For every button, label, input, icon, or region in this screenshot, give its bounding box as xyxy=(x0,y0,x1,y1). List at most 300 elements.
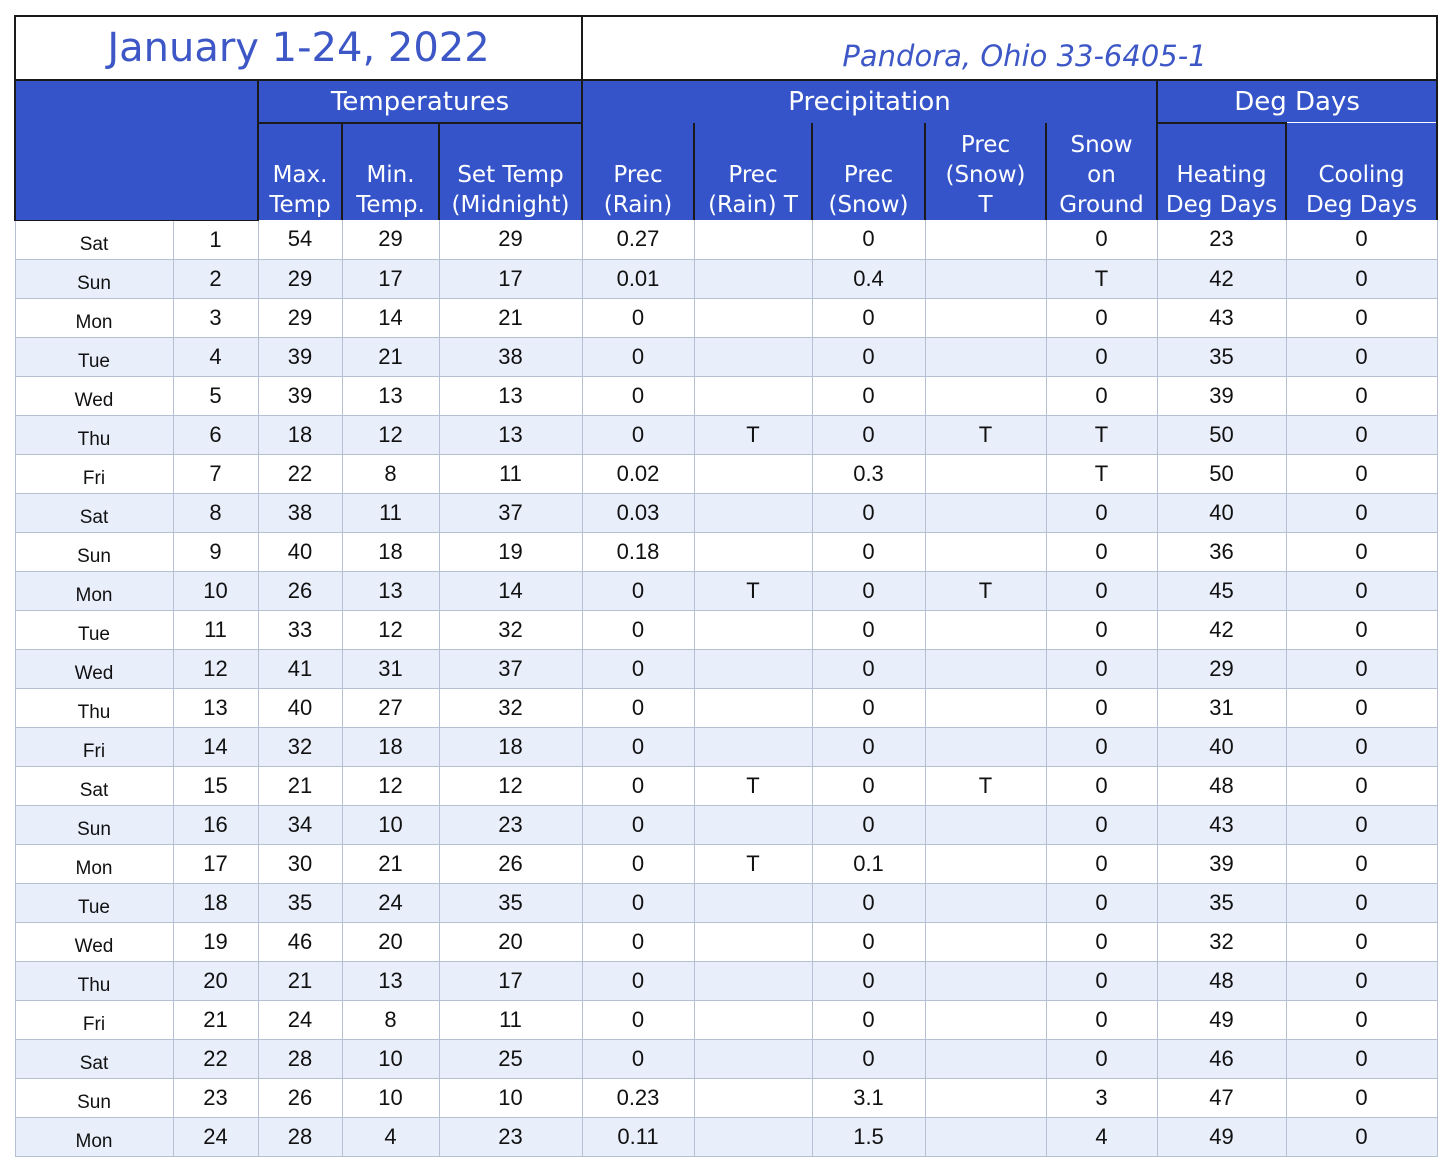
cell-snow-on-ground: 0 xyxy=(1046,376,1157,415)
table-row xyxy=(15,844,1437,883)
col-prec-rain-t xyxy=(694,123,812,220)
cell-max-temp: 38 xyxy=(258,493,342,532)
table-row xyxy=(15,766,1437,805)
table-body xyxy=(15,220,1437,1156)
cell-prec-rain: 0 xyxy=(582,376,694,415)
cell-prec-rain: 0.03 xyxy=(582,493,694,532)
cell-day-number: 10 xyxy=(173,571,258,610)
table-row xyxy=(15,1078,1437,1117)
cell-max-temp: 26 xyxy=(258,1078,342,1117)
cell-prec-rain-t xyxy=(694,610,812,649)
table-row xyxy=(15,415,1437,454)
col-prec-snow xyxy=(812,123,925,220)
cell-snow-on-ground: T xyxy=(1046,259,1157,298)
cell-min-temp: 17 xyxy=(342,259,439,298)
cell-prec-snow: 0 xyxy=(812,883,925,922)
cell-min-temp: 24 xyxy=(342,883,439,922)
cell-heating-deg-days: 47 xyxy=(1157,1078,1286,1117)
title-row xyxy=(15,16,1437,80)
table-row xyxy=(15,220,1437,259)
cell-prec-rain: 0.01 xyxy=(582,259,694,298)
cell-prec-snow-t xyxy=(925,298,1046,337)
column-header-line: Prec xyxy=(960,132,1011,158)
column-header-line: Max. xyxy=(272,162,328,188)
cell-day-of-week: Sun xyxy=(15,259,173,298)
cell-set-temp: 11 xyxy=(439,1000,582,1039)
table-row xyxy=(15,922,1437,961)
cell-heating-deg-days: 35 xyxy=(1157,883,1286,922)
cell-day-number: 18 xyxy=(173,883,258,922)
column-header-line: Set Temp xyxy=(457,162,564,188)
cell-prec-snow-t xyxy=(925,727,1046,766)
cell-cooling-deg-days: 0 xyxy=(1286,1117,1437,1156)
blank-header-cell xyxy=(15,80,258,220)
cell-prec-rain: 0 xyxy=(582,415,694,454)
cell-snow-on-ground: 0 xyxy=(1046,727,1157,766)
cell-day-of-week: Thu xyxy=(15,688,173,727)
cell-max-temp: 18 xyxy=(258,415,342,454)
cell-max-temp: 28 xyxy=(258,1117,342,1156)
cell-prec-rain-t xyxy=(694,298,812,337)
cell-min-temp: 21 xyxy=(342,337,439,376)
cell-day-of-week: Fri xyxy=(15,454,173,493)
cell-max-temp: 32 xyxy=(258,727,342,766)
cell-day-of-week: Sun xyxy=(15,532,173,571)
cell-max-temp: 33 xyxy=(258,610,342,649)
cell-min-temp: 31 xyxy=(342,649,439,688)
table-row xyxy=(15,1117,1437,1156)
cell-max-temp: 21 xyxy=(258,766,342,805)
cell-prec-rain: 0.11 xyxy=(582,1117,694,1156)
cell-heating-deg-days: 40 xyxy=(1157,493,1286,532)
cell-cooling-deg-days: 0 xyxy=(1286,610,1437,649)
cell-prec-snow: 0 xyxy=(812,376,925,415)
cell-set-temp: 38 xyxy=(439,337,582,376)
cell-max-temp: 40 xyxy=(258,532,342,571)
cell-prec-snow: 0.1 xyxy=(812,844,925,883)
cell-prec-snow: 0 xyxy=(812,220,925,259)
cell-snow-on-ground: 0 xyxy=(1046,532,1157,571)
cell-prec-snow: 0 xyxy=(812,766,925,805)
cell-prec-rain: 0.27 xyxy=(582,220,694,259)
cell-prec-snow-t xyxy=(925,1117,1046,1156)
cell-snow-on-ground: 0 xyxy=(1046,649,1157,688)
column-header-line: (Snow) xyxy=(945,162,1026,188)
column-header-line: Heating xyxy=(1176,162,1267,188)
cell-cooling-deg-days: 0 xyxy=(1286,727,1437,766)
column-header-line: (Rain) xyxy=(603,192,673,218)
cell-cooling-deg-days: 0 xyxy=(1286,298,1437,337)
cell-prec-snow: 0.3 xyxy=(812,454,925,493)
cell-prec-snow-t: T xyxy=(925,571,1046,610)
cell-cooling-deg-days: 0 xyxy=(1286,259,1437,298)
column-header-line: Cooling xyxy=(1318,162,1405,188)
cell-prec-rain: 0 xyxy=(582,961,694,1000)
cell-day-number: 22 xyxy=(173,1039,258,1078)
cell-day-of-week: Mon xyxy=(15,844,173,883)
cell-min-temp: 10 xyxy=(342,1039,439,1078)
cell-prec-rain-t xyxy=(694,337,812,376)
column-header-line: (Midnight) xyxy=(451,192,570,218)
cell-prec-rain: 0 xyxy=(582,727,694,766)
cell-min-temp: 18 xyxy=(342,532,439,571)
cell-min-temp: 20 xyxy=(342,922,439,961)
cell-prec-snow-t xyxy=(925,259,1046,298)
cell-snow-on-ground: 0 xyxy=(1046,844,1157,883)
cell-prec-rain: 0 xyxy=(582,1039,694,1078)
col-set-temp xyxy=(439,123,582,220)
cell-prec-snow-t xyxy=(925,805,1046,844)
cell-min-temp: 12 xyxy=(342,610,439,649)
cell-min-temp: 10 xyxy=(342,805,439,844)
table-row xyxy=(15,337,1437,376)
cell-prec-rain-t xyxy=(694,259,812,298)
col-cooling-deg-days xyxy=(1286,123,1437,220)
cell-min-temp: 13 xyxy=(342,376,439,415)
cell-snow-on-ground: 0 xyxy=(1046,337,1157,376)
column-header-line: Snow xyxy=(1070,132,1133,158)
cell-cooling-deg-days: 0 xyxy=(1286,805,1437,844)
cell-cooling-deg-days: 0 xyxy=(1286,1039,1437,1078)
table-row xyxy=(15,1039,1437,1078)
cell-min-temp: 8 xyxy=(342,454,439,493)
column-header-line: Deg Days xyxy=(1165,192,1278,218)
cell-set-temp: 20 xyxy=(439,922,582,961)
cell-day-of-week: Fri xyxy=(15,1000,173,1039)
table-row xyxy=(15,1000,1437,1039)
column-header-line: (Rain) T xyxy=(708,192,798,218)
cell-heating-deg-days: 35 xyxy=(1157,337,1286,376)
group-temperatures: Temperatures xyxy=(258,80,582,123)
cell-cooling-deg-days: 0 xyxy=(1286,1078,1437,1117)
cell-snow-on-ground: 0 xyxy=(1046,961,1157,1000)
cell-snow-on-ground: T xyxy=(1046,415,1157,454)
cell-heating-deg-days: 45 xyxy=(1157,571,1286,610)
cell-prec-rain: 0 xyxy=(582,766,694,805)
cell-day-of-week: Sat xyxy=(15,493,173,532)
cell-max-temp: 35 xyxy=(258,883,342,922)
cell-day-number: 12 xyxy=(173,649,258,688)
cell-heating-deg-days: 29 xyxy=(1157,649,1286,688)
cell-heating-deg-days: 48 xyxy=(1157,766,1286,805)
cell-set-temp: 17 xyxy=(439,961,582,1000)
cell-prec-snow-t xyxy=(925,922,1046,961)
col-snow-on-ground xyxy=(1046,123,1157,220)
cell-cooling-deg-days: 0 xyxy=(1286,532,1437,571)
cell-set-temp: 12 xyxy=(439,766,582,805)
cell-prec-rain-t xyxy=(694,1117,812,1156)
cell-prec-snow: 0 xyxy=(812,688,925,727)
cell-snow-on-ground: 0 xyxy=(1046,571,1157,610)
cell-day-number: 11 xyxy=(173,610,258,649)
cell-prec-rain: 0 xyxy=(582,649,694,688)
cell-max-temp: 21 xyxy=(258,961,342,1000)
cell-prec-snow: 0 xyxy=(812,727,925,766)
table-row xyxy=(15,688,1437,727)
cell-snow-on-ground: 0 xyxy=(1046,1000,1157,1039)
cell-prec-snow: 0 xyxy=(812,649,925,688)
cell-day-number: 6 xyxy=(173,415,258,454)
cell-snow-on-ground: 0 xyxy=(1046,883,1157,922)
cell-day-number: 5 xyxy=(173,376,258,415)
cell-prec-rain: 0 xyxy=(582,298,694,337)
cell-prec-rain: 0 xyxy=(582,805,694,844)
cell-prec-snow-t xyxy=(925,610,1046,649)
cell-day-number: 13 xyxy=(173,688,258,727)
cell-prec-rain: 0.02 xyxy=(582,454,694,493)
cell-prec-rain: 0 xyxy=(582,1000,694,1039)
table-row xyxy=(15,259,1437,298)
cell-prec-snow: 0 xyxy=(812,415,925,454)
cell-set-temp: 11 xyxy=(439,454,582,493)
cell-prec-snow: 0.4 xyxy=(812,259,925,298)
table-row xyxy=(15,805,1437,844)
cell-snow-on-ground: 0 xyxy=(1046,805,1157,844)
cell-prec-snow-t xyxy=(925,532,1046,571)
cell-cooling-deg-days: 0 xyxy=(1286,922,1437,961)
cell-cooling-deg-days: 0 xyxy=(1286,220,1437,259)
cell-day-of-week: Wed xyxy=(15,922,173,961)
table-row xyxy=(15,610,1437,649)
cell-prec-rain-t xyxy=(694,649,812,688)
cell-snow-on-ground: 0 xyxy=(1046,298,1157,337)
cell-min-temp: 27 xyxy=(342,688,439,727)
cell-cooling-deg-days: 0 xyxy=(1286,766,1437,805)
cell-prec-rain-t xyxy=(694,376,812,415)
cell-min-temp: 10 xyxy=(342,1078,439,1117)
cell-prec-rain: 0.18 xyxy=(582,532,694,571)
cell-prec-snow-t xyxy=(925,1000,1046,1039)
cell-prec-rain: 0 xyxy=(582,922,694,961)
cell-day-number: 7 xyxy=(173,454,258,493)
cell-day-of-week: Wed xyxy=(15,649,173,688)
cell-heating-deg-days: 31 xyxy=(1157,688,1286,727)
cell-set-temp: 35 xyxy=(439,883,582,922)
col-heating-deg-days xyxy=(1157,123,1286,220)
cell-min-temp: 13 xyxy=(342,961,439,1000)
cell-min-temp: 18 xyxy=(342,727,439,766)
cell-prec-snow: 0 xyxy=(812,337,925,376)
cell-set-temp: 23 xyxy=(439,805,582,844)
col-prec-snow-t xyxy=(925,123,1046,220)
cell-prec-rain-t: T xyxy=(694,571,812,610)
cell-cooling-deg-days: 0 xyxy=(1286,844,1437,883)
cell-prec-rain-t xyxy=(694,220,812,259)
cell-cooling-deg-days: 0 xyxy=(1286,649,1437,688)
cell-prec-snow: 0 xyxy=(812,1000,925,1039)
station-name xyxy=(582,16,1437,80)
cell-min-temp: 8 xyxy=(342,1000,439,1039)
cell-prec-snow: 3.1 xyxy=(812,1078,925,1117)
cell-heating-deg-days: 46 xyxy=(1157,1039,1286,1078)
cell-prec-rain: 0 xyxy=(582,571,694,610)
cell-cooling-deg-days: 0 xyxy=(1286,337,1437,376)
cell-prec-snow-t xyxy=(925,649,1046,688)
cell-set-temp: 32 xyxy=(439,688,582,727)
cell-prec-snow-t xyxy=(925,961,1046,1000)
cell-set-temp: 29 xyxy=(439,220,582,259)
cell-prec-rain: 0 xyxy=(582,688,694,727)
cell-day-of-week: Sun xyxy=(15,1078,173,1117)
column-header-line: (Snow) xyxy=(828,192,909,218)
cell-max-temp: 28 xyxy=(258,1039,342,1078)
cell-prec-rain: 0 xyxy=(582,844,694,883)
cell-day-number: 2 xyxy=(173,259,258,298)
table-row xyxy=(15,532,1437,571)
cell-prec-rain-t: T xyxy=(694,415,812,454)
cell-prec-snow: 0 xyxy=(812,298,925,337)
cell-max-temp: 39 xyxy=(258,376,342,415)
weather-table xyxy=(14,15,1438,1157)
cell-prec-snow-t xyxy=(925,844,1046,883)
cell-set-temp: 14 xyxy=(439,571,582,610)
cell-heating-deg-days: 42 xyxy=(1157,259,1286,298)
cell-prec-snow-t xyxy=(925,688,1046,727)
cell-heating-deg-days: 23 xyxy=(1157,220,1286,259)
cell-day-number: 15 xyxy=(173,766,258,805)
column-header-line: Min. xyxy=(366,162,415,188)
cell-prec-snow: 1.5 xyxy=(812,1117,925,1156)
cell-heating-deg-days: 42 xyxy=(1157,610,1286,649)
column-header-line: Prec xyxy=(843,162,894,188)
cell-min-temp: 29 xyxy=(342,220,439,259)
group-precipitation: Precipitation xyxy=(582,80,1157,123)
cell-day-number: 21 xyxy=(173,1000,258,1039)
table-row xyxy=(15,298,1437,337)
cell-set-temp: 10 xyxy=(439,1078,582,1117)
cell-prec-snow-t: T xyxy=(925,415,1046,454)
cell-snow-on-ground: 0 xyxy=(1046,688,1157,727)
cell-cooling-deg-days: 0 xyxy=(1286,688,1437,727)
cell-heating-deg-days: 39 xyxy=(1157,376,1286,415)
cell-prec-rain-t xyxy=(694,454,812,493)
cell-day-number: 14 xyxy=(173,727,258,766)
cell-day-of-week: Mon xyxy=(15,1117,173,1156)
cell-prec-snow-t xyxy=(925,1039,1046,1078)
cell-prec-rain-t xyxy=(694,1000,812,1039)
cell-cooling-deg-days: 0 xyxy=(1286,376,1437,415)
cell-max-temp: 34 xyxy=(258,805,342,844)
table-row xyxy=(15,376,1437,415)
cell-max-temp: 24 xyxy=(258,1000,342,1039)
cell-cooling-deg-days: 0 xyxy=(1286,961,1437,1000)
cell-heating-deg-days: 32 xyxy=(1157,922,1286,961)
cell-cooling-deg-days: 0 xyxy=(1286,883,1437,922)
col-prec-rain xyxy=(582,123,694,220)
cell-day-number: 8 xyxy=(173,493,258,532)
cell-prec-rain: 0.23 xyxy=(582,1078,694,1117)
cell-day-of-week: Sat xyxy=(15,1039,173,1078)
cell-prec-rain: 0 xyxy=(582,337,694,376)
cell-prec-snow: 0 xyxy=(812,805,925,844)
cell-set-temp: 37 xyxy=(439,493,582,532)
column-header-line: Deg Days xyxy=(1305,192,1418,218)
cell-day-number: 3 xyxy=(173,298,258,337)
cell-prec-snow-t xyxy=(925,220,1046,259)
station-label: Pandora, Ohio 33-6405-1 xyxy=(842,39,1207,73)
cell-max-temp: 26 xyxy=(258,571,342,610)
cell-heating-deg-days: 50 xyxy=(1157,454,1286,493)
table-row xyxy=(15,961,1437,1000)
cell-day-of-week: Sun xyxy=(15,805,173,844)
cell-day-of-week: Sat xyxy=(15,766,173,805)
cell-set-temp: 26 xyxy=(439,844,582,883)
cell-snow-on-ground: T xyxy=(1046,454,1157,493)
cell-prec-snow-t: T xyxy=(925,766,1046,805)
cell-set-temp: 18 xyxy=(439,727,582,766)
cell-day-of-week: Tue xyxy=(15,610,173,649)
cell-prec-rain-t xyxy=(694,961,812,1000)
cell-heating-deg-days: 43 xyxy=(1157,298,1286,337)
cell-max-temp: 54 xyxy=(258,220,342,259)
column-header-line: on xyxy=(1087,162,1116,188)
cell-prec-rain-t: T xyxy=(694,844,812,883)
cell-prec-rain-t: T xyxy=(694,766,812,805)
cell-prec-rain-t xyxy=(694,727,812,766)
cell-snow-on-ground: 0 xyxy=(1046,610,1157,649)
table-row xyxy=(15,727,1437,766)
cell-snow-on-ground: 0 xyxy=(1046,1039,1157,1078)
cell-prec-snow: 0 xyxy=(812,610,925,649)
cell-snow-on-ground: 0 xyxy=(1046,220,1157,259)
cell-prec-snow: 0 xyxy=(812,493,925,532)
cell-prec-rain: 0 xyxy=(582,610,694,649)
cell-heating-deg-days: 40 xyxy=(1157,727,1286,766)
table-row xyxy=(15,649,1437,688)
cell-day-number: 16 xyxy=(173,805,258,844)
column-header-line: Ground xyxy=(1059,192,1144,218)
cell-prec-rain-t xyxy=(694,922,812,961)
cell-max-temp: 30 xyxy=(258,844,342,883)
cell-heating-deg-days: 48 xyxy=(1157,961,1286,1000)
cell-prec-rain-t xyxy=(694,688,812,727)
cell-set-temp: 13 xyxy=(439,376,582,415)
cell-prec-rain-t xyxy=(694,805,812,844)
cell-snow-on-ground: 4 xyxy=(1046,1117,1157,1156)
cell-day-number: 4 xyxy=(173,337,258,376)
cell-min-temp: 11 xyxy=(342,493,439,532)
cell-cooling-deg-days: 0 xyxy=(1286,454,1437,493)
cell-day-of-week: Tue xyxy=(15,883,173,922)
cell-set-temp: 37 xyxy=(439,649,582,688)
column-header-line: Prec xyxy=(728,162,778,188)
column-header-line: Temp xyxy=(269,192,331,218)
table-row xyxy=(15,883,1437,922)
cell-heating-deg-days: 50 xyxy=(1157,415,1286,454)
cell-day-number: 20 xyxy=(173,961,258,1000)
cell-snow-on-ground: 0 xyxy=(1046,766,1157,805)
cell-cooling-deg-days: 0 xyxy=(1286,493,1437,532)
cell-day-of-week: Thu xyxy=(15,961,173,1000)
cell-prec-rain-t xyxy=(694,532,812,571)
cell-prec-rain-t xyxy=(694,883,812,922)
cell-prec-snow-t xyxy=(925,376,1046,415)
cell-set-temp: 25 xyxy=(439,1039,582,1078)
cell-min-temp: 12 xyxy=(342,766,439,805)
col-max-temp xyxy=(258,123,342,220)
cell-day-number: 17 xyxy=(173,844,258,883)
cell-cooling-deg-days: 0 xyxy=(1286,1000,1437,1039)
cell-set-temp: 21 xyxy=(439,298,582,337)
table-row xyxy=(15,571,1437,610)
cell-prec-snow-t xyxy=(925,1078,1046,1117)
cell-snow-on-ground: 0 xyxy=(1046,493,1157,532)
column-header-line: Prec xyxy=(613,162,663,188)
cell-day-of-week: Sat xyxy=(15,220,173,259)
cell-max-temp: 40 xyxy=(258,688,342,727)
col-min-temp xyxy=(342,123,439,220)
cell-heating-deg-days: 39 xyxy=(1157,844,1286,883)
